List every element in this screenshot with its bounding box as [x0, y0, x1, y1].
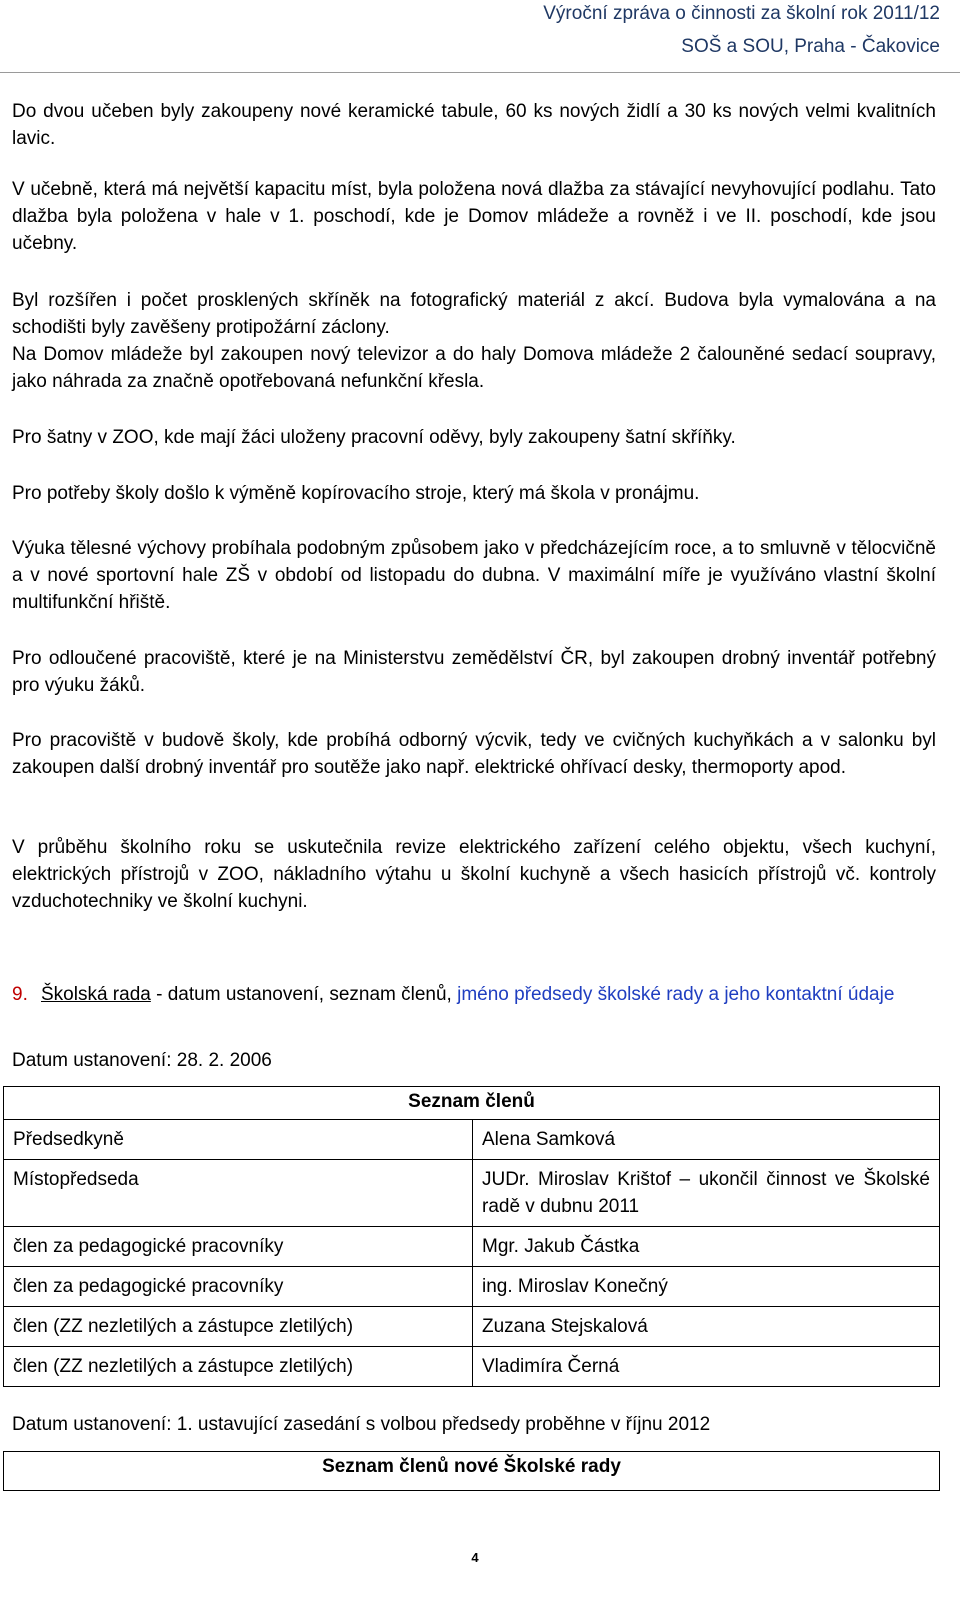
member-name: Vladimíra Černá	[473, 1347, 940, 1387]
paragraph: V učebně, která má největší kapacitu míst, byla položena nová dlažba za stávající nevyhovující podlahu. Tato dlažba byla položena v hale v 1. poschodí, kde je Domov mládeže a rovněž i ve II. poschodí, kde jsou učebny.	[12, 179, 936, 254]
section-number: 9.	[12, 984, 28, 1005]
paragraph: Do dvou učeben byly zakoupeny nové keramické tabule, 60 ks nových židlí a 30 ks nových velmi kvalitních lavic.	[12, 101, 936, 149]
member-role: Předsedkyně	[4, 1120, 473, 1160]
member-role: člen (ZZ nezletilých a zástupce zletilých)	[4, 1347, 473, 1387]
section-title: Školská rada	[41, 984, 151, 1005]
new-members-table-heading: Seznam členů nové Školské rady	[3, 1451, 940, 1491]
section-9-heading	[12, 981, 932, 1008]
section-subtitle: - datum ustanovení, seznam členů,	[150, 984, 458, 1005]
date-established: Datum ustanovení: 28. 2. 2006	[12, 1050, 272, 1071]
member-name: Alena Samková	[473, 1120, 940, 1160]
paragraph: V průběhu školního roku se uskutečnila revize elektrického zařízení celého objektu, všech kuchyní, elektrických přístrojů v ZOO, nákladního výtahu u školní kuchyně a všech hasicích přístrojů vč. kontroly vzduchotechniky ve školní kuchyni.	[12, 837, 936, 912]
page-header	[0, 0, 960, 73]
paragraph: Pro potřeby školy došlo k výměně kopírovacího stroje, který má škola v pronájmu.	[12, 483, 700, 504]
member-role: Místopředseda	[4, 1160, 473, 1227]
page-number: 4	[471, 1550, 479, 1565]
paragraph: Na Domov mládeže byl zakoupen nový televizor a do haly Domova mládeže 2 čalouněné sedací soupravy, jako náhrada za značně opotřebovaná nefunkční křesla.	[12, 344, 936, 392]
members-table	[3, 1086, 940, 1387]
table-row	[4, 1120, 940, 1160]
paragraph: Výuka tělesné výchovy probíhala podobným způsobem jako v předcházejícím roce, a to smluvně v tělocvičně a v nové sportovní hale ZŠ v období od listopadu do dubna. V maximální míře je využíváno vlastní školní multifunkční hřiště.	[12, 538, 936, 613]
table-row	[4, 1160, 940, 1227]
paragraph: Pro pracoviště v budově školy, kde probíhá odborný výcvik, tedy ve cvičných kuchyňkách a v salonku byl zakoupen další drobný inventář pro soutěže jako např. elektrické ohřívací desky, thermoporty apod.	[12, 730, 936, 778]
date-established-new: Datum ustanovení: 1. ustavující zasedání s volbou předsedy proběhne v říjnu 2012	[12, 1414, 711, 1435]
paragraph: Pro šatny v ZOO, kde mají žáci uloženy pracovní oděvy, byly zakoupeny šatní skříňky.	[12, 427, 736, 448]
table-row	[4, 1227, 940, 1267]
paragraph: Byl rozšířen i počet prosklených skříněk na fotografický materiál z akcí. Budova byla vymalována a na schodišti byly zavěšeny protipožární záclony.	[12, 290, 936, 338]
paragraph: Pro odloučené pracoviště, které je na Ministerstvu zemědělství ČR, byl zakoupen drobný inventář potřebný pro výuku žáků.	[12, 648, 936, 696]
table-row	[4, 1307, 940, 1347]
member-name: Mgr. Jakub Částka	[473, 1227, 940, 1267]
member-name: JUDr. Miroslav Krištof – ukončil činnost ve Školské radě v dubnu 2011	[473, 1160, 940, 1227]
table-row	[4, 1347, 940, 1387]
member-role: člen (ZZ nezletilých a zástupce zletilých)	[4, 1307, 473, 1347]
header-title: Výroční zpráva o činnosti za školní rok 2011/12	[543, 3, 940, 24]
member-name: ing. Miroslav Konečný	[473, 1267, 940, 1307]
table-row	[4, 1267, 940, 1307]
member-name: Zuzana Stejskalová	[473, 1307, 940, 1347]
member-role: člen za pedagogické pracovníky	[4, 1227, 473, 1267]
section-subtitle-highlight: jméno předsedy školské rady a jeho kontaktní údaje	[457, 984, 895, 1005]
member-role: člen za pedagogické pracovníky	[4, 1267, 473, 1307]
table-header-row	[4, 1087, 940, 1120]
table-heading: Seznam členů	[4, 1087, 940, 1120]
header-school: SOŠ a SOU, Praha - Čakovice	[681, 36, 940, 57]
